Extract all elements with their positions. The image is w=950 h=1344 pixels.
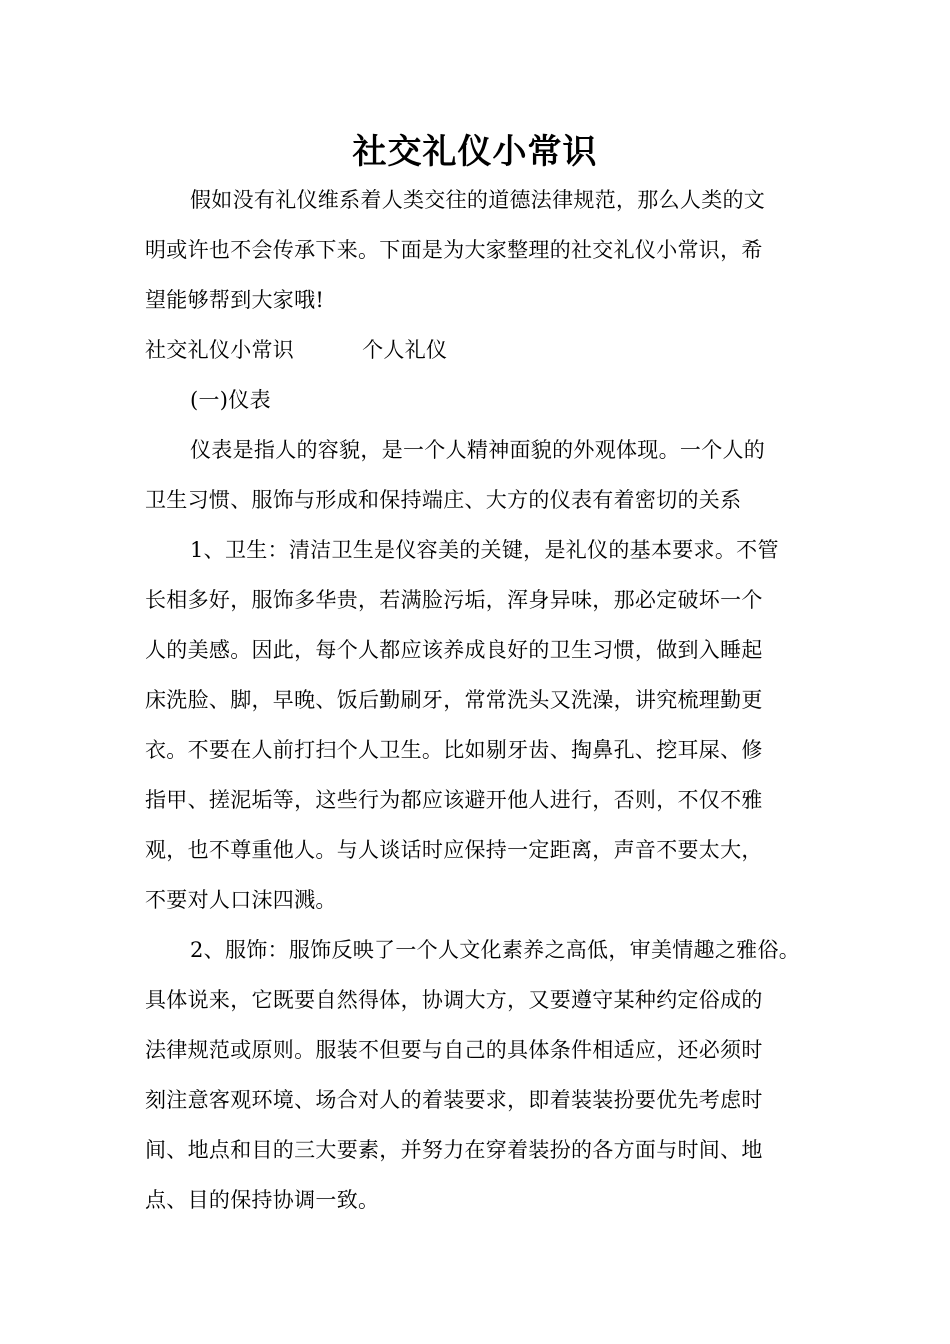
- text-line: 指甲、搓泥垢等，这些行为都应该避开他人进行，否则，不仅不雅: [145, 788, 763, 812]
- text-line: 刻注意客观环境、场合对人的着装要求，即着装装扮要优先考虑时: [145, 1088, 763, 1112]
- document-title: 社交礼仪小常识: [352, 132, 598, 172]
- text-line: 法律规范或原则。服装不但要与自己的具体条件相适应，还必须时: [145, 1038, 763, 1062]
- text-line: 观，也不尊重他人。与人谈话时应保持一定距离，声音不要太大，: [145, 838, 763, 862]
- text-line: 不要对人口沫四溅。: [145, 888, 337, 912]
- text-line: 具体说来，它既要自然得体，协调大方，又要遵守某种约定俗成的: [145, 988, 763, 1012]
- text-line: 卫生习惯、服饰与形成和保持端庄、大方的仪表有着密切的关系: [145, 488, 742, 512]
- section-heading-right: 个人礼仪: [362, 338, 448, 362]
- text-line: 假如没有礼仪维系着人类交往的道德法律规范，那么人类的文: [190, 188, 766, 212]
- text-line: 1、卫生：清洁卫生是仪容美的关键，是礼仪的基本要求。不管: [190, 538, 779, 562]
- text-line: 间、地点和目的三大要素，并努力在穿着装扮的各方面与时间、地: [145, 1138, 763, 1162]
- text-line: 人的美感。因此，每个人都应该养成良好的卫生习惯，做到入睡起: [145, 638, 763, 662]
- text-line: 仪表是指人的容貌，是一个人精神面貌的外观体现。一个人的: [190, 438, 766, 462]
- subsection-heading: (一)仪表: [190, 388, 271, 412]
- text-line: 望能够帮到大家哦!: [145, 288, 325, 312]
- text-line: 衣。不要在人前打扫个人卫生。比如剔牙齿、掏鼻孔、挖耳屎、修: [145, 738, 763, 762]
- text-line: 明或许也不会传承下来。下面是为大家整理的社交礼仪小常识，希: [145, 238, 763, 262]
- section-heading-left: 社交礼仪小常识: [145, 338, 295, 362]
- text-line: 床洗脸、脚，早晚、饭后勤刷牙，常常洗头又洗澡，讲究梳理勤更: [145, 688, 763, 712]
- section-heading: [145, 335, 447, 365]
- text-line: 点、目的保持协调一致。: [145, 1188, 380, 1212]
- text-line: 长相多好，服饰多华贵，若满脸污垢，浑身异味，那必定破坏一个: [145, 588, 763, 612]
- text-line: 2、服饰：服饰反映了一个人文化素养之高低，审美情趣之雅俗。: [190, 938, 801, 962]
